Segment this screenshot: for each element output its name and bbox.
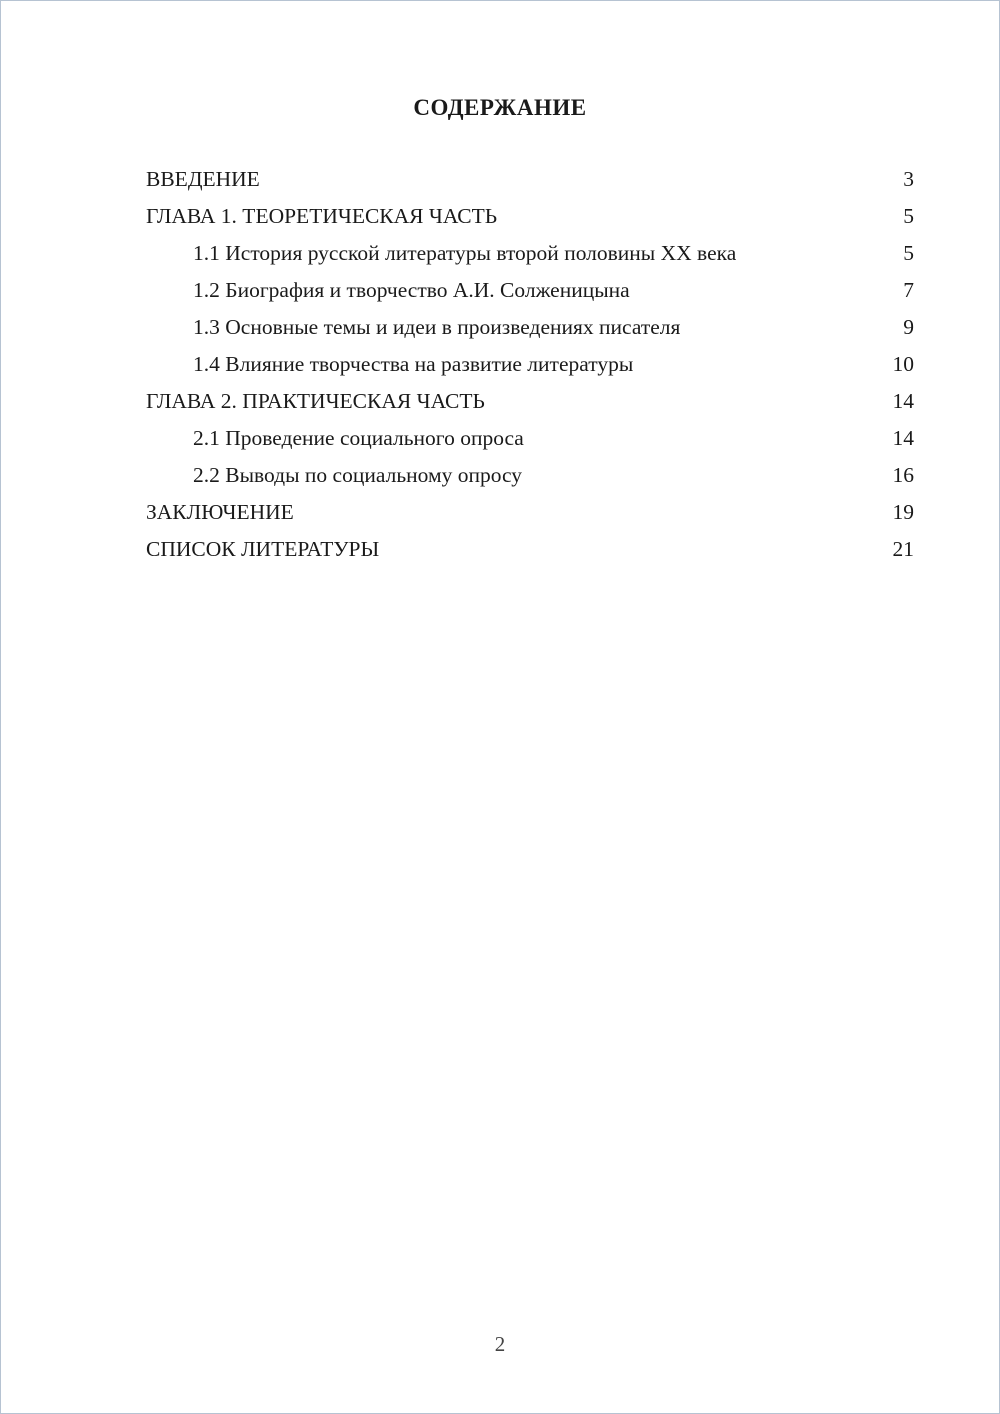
toc-entry	[146, 272, 914, 309]
toc-entry-page: 3	[903, 167, 914, 191]
toc-entry-label: 1.2 Биография и творчество А.И. Солженицына	[193, 278, 630, 302]
toc-entry	[146, 235, 914, 272]
toc-entry-label: ВВЕДЕНИЕ	[146, 167, 260, 191]
toc-entry-page: 5	[903, 204, 914, 228]
toc-entry-label: 1.1 История русской литературы второй половины XX века	[193, 241, 737, 265]
toc-entry-page: 14	[892, 426, 914, 450]
toc-entry	[146, 346, 914, 383]
toc-entry-label: СПИСОК ЛИТЕРАТУРЫ	[146, 537, 380, 561]
toc-entry-label: ГЛАВА 2. ПРАКТИЧЕСКАЯ ЧАСТЬ	[146, 389, 485, 413]
toc-entry	[146, 309, 914, 346]
toc-entry-label: 1.3 Основные темы и идеи в произведениях писателя	[193, 315, 681, 339]
toc-entry	[146, 420, 914, 457]
toc-entry-label: 2.2 Выводы по социальному опросу	[193, 463, 523, 487]
toc-entry-page: 10	[892, 352, 914, 376]
toc-entry-page: 16	[892, 463, 914, 487]
toc-entry	[146, 494, 914, 531]
toc-entry	[146, 198, 914, 235]
toc-entry-page: 19	[892, 500, 914, 524]
page-title: СОДЕРЖАНИЕ	[413, 95, 587, 120]
toc-entry-page: 9	[903, 315, 914, 339]
toc-entry	[146, 457, 914, 494]
toc-entry-label: ЗАКЛЮЧЕНИЕ	[146, 500, 294, 524]
toc-entry	[146, 531, 914, 568]
toc-entry-label: ГЛАВА 1. ТЕОРЕТИЧЕСКАЯ ЧАСТЬ	[146, 204, 498, 228]
toc-entry	[146, 383, 914, 420]
toc-entry-page: 7	[903, 278, 914, 302]
table-of-contents	[146, 161, 914, 568]
toc-entry-page: 14	[892, 389, 914, 413]
page-number: 2	[494, 1332, 506, 1356]
toc-entry-page: 21	[892, 537, 914, 561]
toc-entry-label: 2.1 Проведение социального опроса	[193, 426, 524, 450]
toc-entry	[146, 161, 914, 198]
toc-entry-label: 1.4 Влияние творчества на развитие литературы	[193, 352, 634, 376]
toc-entry-page: 5	[903, 241, 914, 265]
